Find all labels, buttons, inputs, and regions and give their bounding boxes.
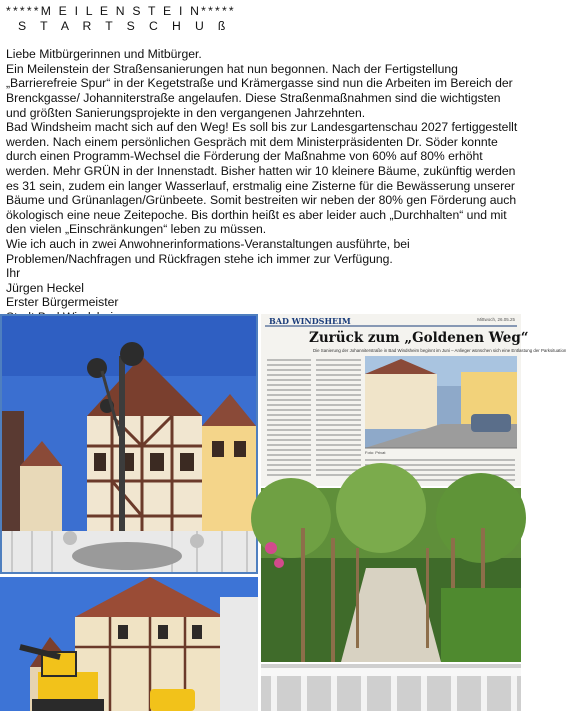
post-greeting: Liebe Mitbürgerinnen und Mitbürger. xyxy=(6,47,202,62)
post-paragraph-2: Bad Windsheim macht sich auf den Weg! Es soll bis zur Landesgartenschau 2027 fertiggestellt werden. Nach einem persönlichen Gespräch mit dem Ministerpräsidenten Dr. Söder konnte durch einen Programm-Wechsel die Förderung der Maßnahme von 60% auf 80% erhöht werden. Mehr GRÜN in der Innenstadt. Bisher hatten wir 10 kleinere Bäume, zukünftig werden es 31 sein, zudem ein langer Wasserlauf, erstmalig eine Zisterne für die Bewässerung unserer Bäume und Grünanlagen/Grünbeete. Somit bestreiten wir neben der 80% gen Förderung auch ökologisch eine neue Zeitepoche. Bis dorthin heißt es aber leider auch „Durchhalten“ und mit den vielen „Einschränkungen“ leben zu müssen. xyxy=(6,120,518,237)
post-header-line1: *****M E I L E N S T E I N***** xyxy=(6,4,236,18)
photo-garden-trees[interactable] xyxy=(261,488,521,662)
post-paragraph-1: Ein Meilenstein der Straßensanierungen hat nun begonnen. Nach der Fertigstellung „Barrierefreie Spur“ in der Kegetstraße und Krämergasse sind nun die Arbeiten im Bereich der Brenckgasse/ Johanniterstraße angelaufen. Diese Straßenmaßnahmen sind die wichtigsten und größten Sanierungsprojekte in den vergangenen Jahrzehnten. xyxy=(6,61,513,120)
post-closing: Ihr xyxy=(6,266,21,281)
photo-fountain-timber-house[interactable] xyxy=(0,314,258,574)
photo-construction-excavator[interactable] xyxy=(0,577,258,711)
signature-name: Jürgen Heckel xyxy=(6,280,84,295)
newspaper-name: BAD WINDSHEIM xyxy=(269,316,351,326)
newspaper-headline: Zurück zum „Goldenen Weg“ xyxy=(309,330,529,346)
post-text xyxy=(6,4,518,324)
post-header-line2: S T A R T S C H U ß xyxy=(18,18,231,33)
post-paragraph-3: Wie ich auch in zwei Anwohnerinformations-Veranstaltungen ausführte, bei Problemen/Nachfragen und Rückfragen stehe ich immer zur Verfügung. xyxy=(6,236,410,266)
newspaper-photo-caption: Foto: Privat xyxy=(365,450,386,455)
signature-role: Erster Bürgermeister xyxy=(6,295,119,310)
newspaper-date: Mittwoch, 26.05.25 xyxy=(477,317,515,322)
newspaper-subline: Die Sanierung der Johanniterstraße in Bad Windsheim beginnt im Juni – Anlieger wünschen sich eine Entlastung der Parksituation xyxy=(313,348,566,353)
photo-white-railing[interactable] xyxy=(261,664,521,711)
photo-newspaper-article[interactable] xyxy=(261,314,566,486)
